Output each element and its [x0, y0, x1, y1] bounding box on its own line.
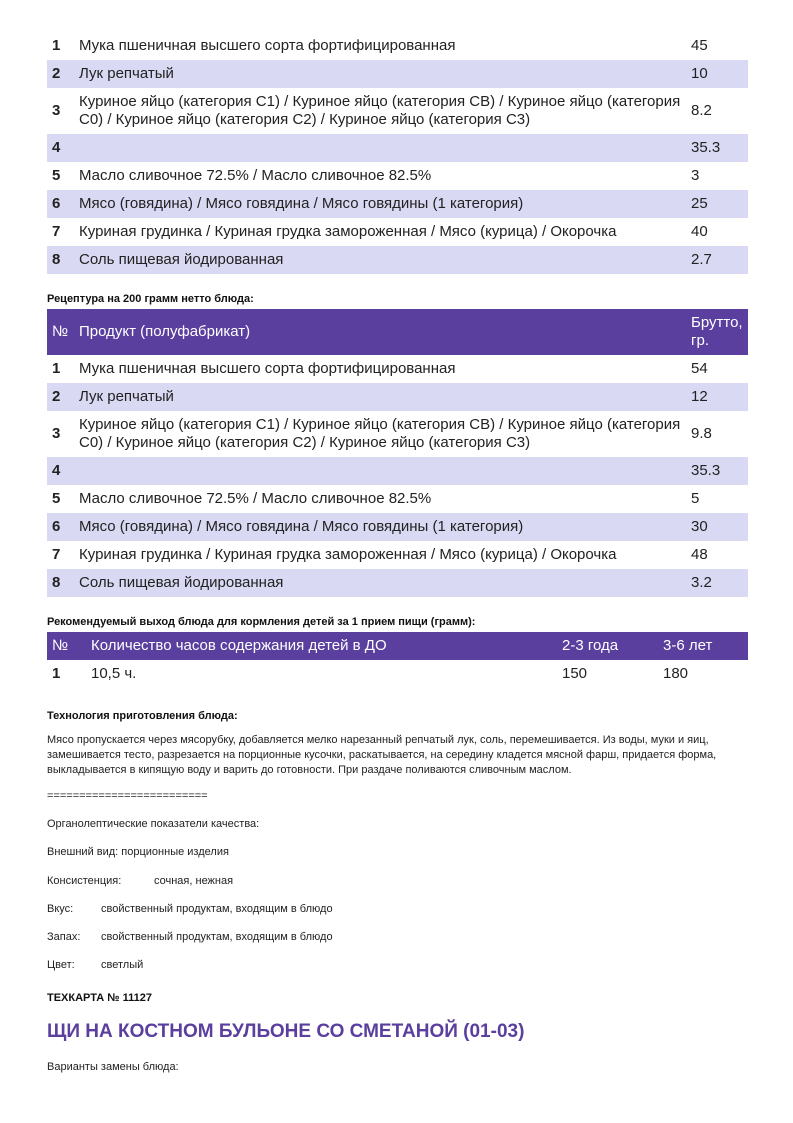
- table-row: [47, 134, 748, 162]
- gross-weight: 35.3: [686, 134, 748, 162]
- table-row: [47, 485, 748, 513]
- row-number: 6: [47, 513, 74, 541]
- row-number: 8: [47, 569, 74, 597]
- age-3-6-value: 180: [663, 665, 689, 682]
- row-number: 1: [52, 360, 61, 377]
- product-name: Мука пшеничная высшего сорта фортифицированная: [79, 37, 456, 54]
- header-num: №: [47, 632, 86, 660]
- table-row: [47, 60, 748, 88]
- quality-label: Запах:: [47, 931, 81, 943]
- table-row: [47, 513, 748, 541]
- table-row: [47, 88, 748, 134]
- quality-taste: [47, 902, 748, 916]
- row-number: 6: [47, 190, 74, 218]
- gross-weight: 30: [686, 513, 748, 541]
- product-name: Масло сливочное 72.5% / Масло сливочное 82.5%: [79, 490, 432, 507]
- product-name: Мука пшеничная высшего сорта фортифицированная: [79, 360, 456, 377]
- row-number: 8: [47, 246, 74, 274]
- table-row: [47, 569, 748, 597]
- gross-weight: 3.2: [686, 569, 748, 597]
- table-row: [47, 218, 748, 246]
- quality-label: Вкус:: [47, 903, 74, 915]
- hours-value: 10,5 ч.: [91, 665, 137, 682]
- row-number: 7: [52, 223, 61, 240]
- gross-weight: 5: [691, 490, 700, 507]
- table-row: [47, 190, 748, 218]
- row-number: 7: [52, 546, 61, 563]
- row-number: 3: [52, 102, 61, 119]
- product-name: Куриная грудинка / Куриная грудка замороженная / Мясо (курица) / Окорочка: [79, 546, 617, 563]
- quality-smell: [47, 930, 748, 944]
- header-gross: Брутто, гр.: [686, 309, 748, 355]
- row-number: 2: [47, 383, 74, 411]
- row-number: 5: [52, 490, 61, 507]
- table-row: [47, 541, 748, 569]
- row-number: 4: [47, 457, 74, 485]
- table-row: [47, 383, 748, 411]
- quality-title: Органолептические показатели качества:: [47, 818, 260, 830]
- substitution-label: Варианты замены блюда:: [47, 1061, 179, 1073]
- product-name: Куриное яйцо (категория С1) / Куриное яйцо (категория СВ) / Куриное яйцо (категория С0) / Куриное яйцо (категория С2) / Куриное яйцо (категория С3): [79, 416, 681, 451]
- table-header-row: [47, 309, 748, 355]
- product-name: Соль пищевая йодированная: [74, 246, 686, 274]
- gross-weight: 45: [691, 37, 708, 54]
- product-name: Соль пищевая йодированная: [74, 569, 686, 597]
- quality-consistency: [47, 874, 748, 888]
- gross-weight: 10: [686, 60, 748, 88]
- ingredients-table-top: [47, 32, 748, 274]
- product-name: Мясо (говядина) / Мясо говядина / Мясо говядины (1 категория): [74, 190, 686, 218]
- quality-value: сочная, нежная: [154, 875, 234, 887]
- quality-label: Цвет:: [47, 959, 75, 971]
- gross-weight: 40: [691, 223, 708, 240]
- gross-weight: 2.7: [686, 246, 748, 274]
- quality-appearance: Внешний вид: порционные изделия: [47, 846, 229, 858]
- technology-title: Технология приготовления блюда:: [47, 710, 238, 722]
- row-number: 2: [47, 60, 74, 88]
- product-name: Лук репчатый: [74, 383, 686, 411]
- gross-weight: 35.3: [686, 457, 748, 485]
- product-name: Лук репчатый: [74, 60, 686, 88]
- separator-line: =========================: [47, 790, 208, 802]
- table-row: [47, 457, 748, 485]
- header-product: Продукт (полуфабрикат): [74, 309, 686, 355]
- gross-weight: 54: [691, 360, 708, 377]
- table-row: [47, 411, 748, 457]
- table-row: [47, 162, 748, 190]
- quality-label: Консистенция:: [47, 875, 122, 887]
- quality-value: свойственный продуктам, входящим в блюдо: [101, 903, 333, 915]
- age-2-3-value: 150: [562, 665, 588, 682]
- recipe-caption: Рецептура на 200 грамм нетто блюда:: [47, 293, 254, 305]
- output-table: [47, 632, 748, 688]
- table-row: [47, 660, 748, 688]
- header-age-2-3: 2-3 года: [557, 632, 658, 660]
- row-number: 4: [47, 134, 74, 162]
- technology-text: Мясо пропускается через мясорубку, добавляется мелко нарезанный репчатый лук, соль, перемешивается. Из воды, муки и яиц, замешивается тесто, разрезается на порционные кусочки, раскатывается, на середину кладется мясной фарш, придается форма, выкладывается в кипящую воду и варить до готовности. При раздаче поливаются сливочным маслом.: [47, 734, 717, 776]
- product-name: [74, 457, 686, 485]
- gross-weight: 48: [691, 546, 708, 563]
- dish-title: ЩИ НА КОСТНОМ БУЛЬОНЕ СО СМЕТАНОЙ (01-03): [47, 1021, 525, 1042]
- gross-weight: 9.8: [691, 425, 712, 442]
- gross-weight: 3: [691, 167, 700, 184]
- product-name: [74, 134, 686, 162]
- row-number: 1: [52, 665, 61, 682]
- product-name: Мясо (говядина) / Мясо говядина / Мясо говядины (1 категория): [74, 513, 686, 541]
- table-row: [47, 355, 748, 383]
- product-name: Куриная грудинка / Куриная грудка замороженная / Мясо (курица) / Окорочка: [79, 223, 617, 240]
- table-header-row: [47, 632, 748, 660]
- quality-value: светлый: [101, 959, 144, 971]
- techcard-page: [47, 32, 748, 1075]
- product-name: Куриное яйцо (категория С1) / Куриное яйцо (категория СВ) / Куриное яйцо (категория С0) / Куриное яйцо (категория С2) / Куриное яйцо (категория С3): [79, 93, 681, 128]
- quality-value: свойственный продуктам, входящим в блюдо: [101, 931, 333, 943]
- quality-color: [47, 958, 748, 972]
- header-hours: Количество часов содержания детей в ДО: [86, 632, 557, 660]
- gross-weight: 12: [686, 383, 748, 411]
- row-number: 5: [52, 167, 61, 184]
- gross-weight: 8.2: [691, 102, 712, 119]
- recipe-200-table: [47, 309, 748, 597]
- header-num: №: [47, 309, 74, 355]
- table-row: [47, 246, 748, 274]
- product-name: Масло сливочное 72.5% / Масло сливочное 82.5%: [79, 167, 432, 184]
- row-number: 1: [52, 37, 61, 54]
- techcard-number: ТЕХКАРТА № 11127: [47, 992, 152, 1004]
- gross-weight: 25: [686, 190, 748, 218]
- output-caption: Рекомендуемый выход блюда для кормления детей за 1 прием пищи (грамм):: [47, 616, 476, 628]
- table-row: [47, 32, 748, 60]
- header-age-3-6: 3-6 лет: [658, 632, 748, 660]
- row-number: 3: [52, 425, 61, 442]
